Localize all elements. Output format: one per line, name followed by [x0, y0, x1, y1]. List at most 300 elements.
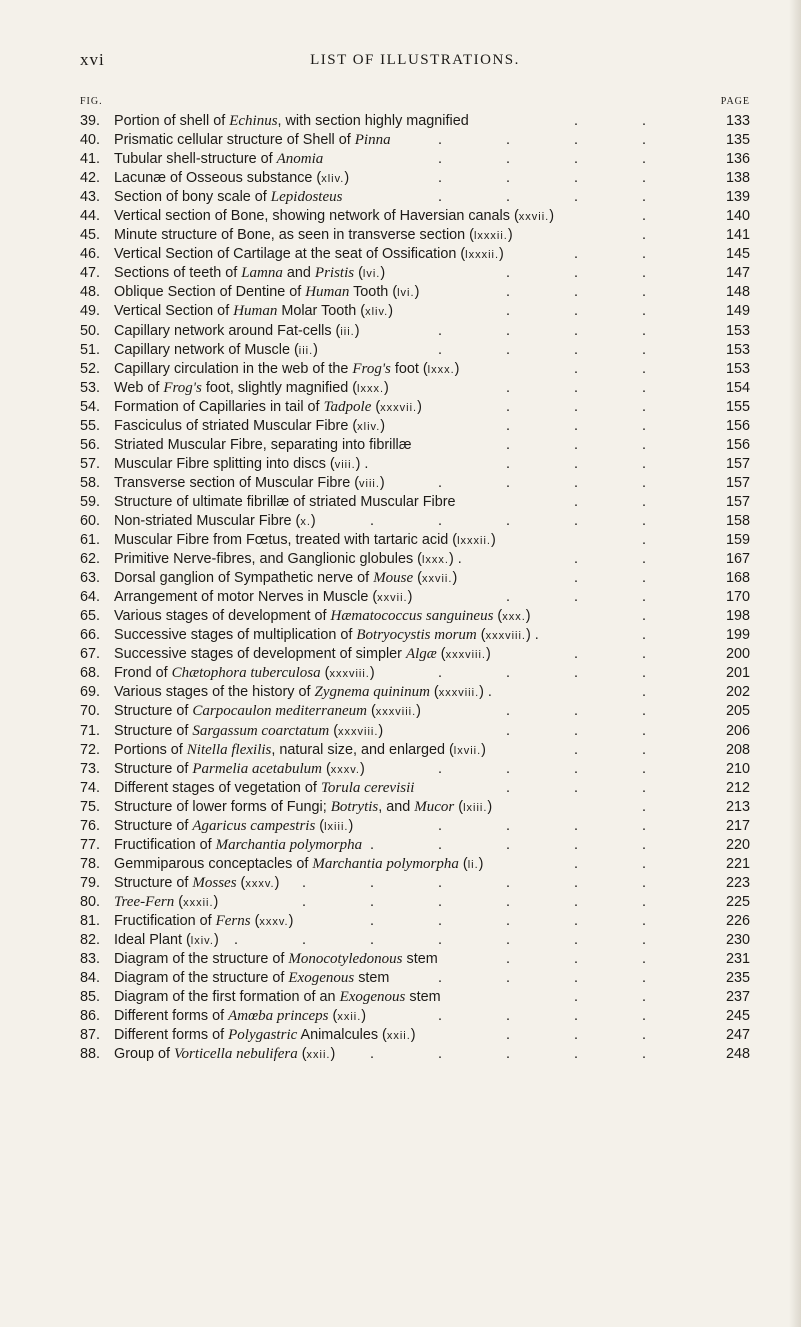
- caption-text: Muscular Fibre splitting into discs (: [114, 455, 335, 472]
- page-number: 157: [725, 455, 750, 472]
- leader-dots: . . .: [506, 303, 676, 320]
- leader-dots: . . . . .: [370, 836, 676, 853]
- caption-italic: Echinus: [229, 113, 278, 129]
- list-item: [80, 474, 750, 493]
- caption-text: (: [354, 265, 363, 282]
- figure-caption: [114, 1007, 366, 1027]
- caption-italic: Tadpole: [323, 398, 372, 415]
- caption-text: (: [429, 684, 439, 701]
- figure-number: 61.: [80, 532, 101, 549]
- figure-caption: [114, 150, 323, 169]
- page-number: 217: [725, 817, 750, 834]
- page-number: 153: [725, 341, 750, 358]
- caption-text: ): [213, 893, 219, 910]
- leader-dots: . . . .: [438, 341, 676, 358]
- list-item: [80, 855, 750, 874]
- caption-text: ) .: [479, 684, 492, 701]
- leader-dots: . . .: [506, 398, 676, 415]
- page-number: 156: [725, 436, 750, 453]
- plate-reference: xliv.: [357, 420, 381, 433]
- figure-number: 66.: [80, 627, 101, 644]
- figure-caption: [114, 512, 316, 532]
- list-item: [80, 493, 750, 512]
- list-item: [80, 322, 750, 341]
- figure-number: 70.: [80, 703, 101, 720]
- figure-caption: [114, 626, 539, 646]
- caption-text: ): [380, 417, 386, 434]
- caption-text: Structure of: [114, 874, 193, 891]
- figure-number: 73.: [80, 760, 101, 777]
- figure-caption: [114, 379, 389, 399]
- figure-number: 71.: [80, 722, 101, 739]
- caption-text: Vertical Section of Cartilage at the seat of Ossification (: [114, 246, 466, 263]
- figure-number: 42.: [80, 170, 101, 187]
- list-item: [80, 131, 750, 150]
- caption-text: stem: [405, 989, 441, 1006]
- column-headers: [80, 96, 750, 112]
- leader-dots: . . .: [506, 722, 676, 739]
- caption-text: (: [315, 817, 325, 834]
- caption-text: Group of: [114, 1046, 174, 1063]
- caption-text: ): [361, 1008, 367, 1025]
- figure-number: 40.: [80, 132, 101, 149]
- plate-reference: xxii.: [337, 1011, 362, 1024]
- figure-number: 58.: [80, 474, 101, 491]
- leader-dots: . . . .: [438, 170, 676, 187]
- page-number: 159: [725, 532, 750, 549]
- caption-text: ): [417, 398, 422, 415]
- caption-text: Formation of Capillaries in tail of: [114, 398, 324, 415]
- figure-number: 76.: [80, 817, 101, 834]
- page-number: 167: [725, 551, 750, 568]
- plate-reference: xxxviii.: [438, 687, 480, 700]
- figure-number: 59.: [80, 493, 101, 510]
- list-item: [80, 455, 750, 474]
- caption-italic: Algæ: [405, 646, 437, 663]
- leader-dots: . . .: [506, 703, 676, 720]
- caption-text: Portion of shell of: [114, 113, 230, 129]
- figure-number: 48.: [80, 284, 101, 301]
- caption-italic: Lepidosteus: [270, 189, 343, 206]
- list-item: [80, 398, 750, 417]
- page-number: 198: [725, 608, 750, 625]
- page-number: 230: [725, 932, 750, 949]
- figure-caption: [114, 722, 383, 742]
- figure-caption: [114, 569, 457, 589]
- list-item: [80, 836, 750, 855]
- leader-dots: . .: [574, 646, 676, 663]
- caption-text: (: [174, 893, 184, 910]
- page-number: 157: [725, 474, 750, 491]
- caption-text: Diagram of the structure of: [114, 970, 289, 987]
- plate-reference: viii.: [359, 477, 380, 490]
- figure-caption: [114, 912, 293, 932]
- figure-caption: [114, 1026, 416, 1046]
- figure-number: 79.: [80, 874, 101, 891]
- figure-caption: [114, 950, 438, 969]
- figure-number: 52.: [80, 360, 101, 377]
- caption-text: (: [366, 703, 376, 720]
- plate-reference: viii.: [334, 458, 356, 471]
- leader-dots: . . .: [506, 417, 676, 434]
- figure-number: 56.: [80, 436, 101, 453]
- page-number: 226: [725, 912, 750, 929]
- caption-text: Structure of lower forms of Fungi;: [114, 798, 331, 815]
- caption-text: Capillary network around Fat-cells (: [114, 322, 341, 339]
- caption-text: ): [485, 646, 491, 663]
- figure-number: 81.: [80, 912, 101, 929]
- page-number: 213: [725, 798, 750, 815]
- caption-text: (: [413, 570, 422, 587]
- caption-text: Section of bony scale of: [114, 189, 271, 206]
- caption-text: Structure of: [114, 760, 193, 777]
- caption-text: Capillary network of Muscle (: [114, 341, 299, 358]
- page-number: 138: [725, 170, 750, 187]
- illustrations-list: [80, 112, 750, 1064]
- figure-number: 72.: [80, 741, 101, 758]
- list-item: [80, 702, 750, 721]
- page-number: 135: [725, 132, 750, 149]
- figure-caption: [114, 702, 421, 722]
- figure-number: 77.: [80, 836, 101, 853]
- figure-caption: [114, 645, 491, 665]
- list-item: [80, 417, 750, 436]
- page-number: 149: [725, 303, 750, 320]
- caption-text: Gemmiparous conceptacles of: [114, 855, 313, 872]
- caption-italic: Monocotyledonous: [288, 951, 403, 968]
- list-item: [80, 436, 750, 455]
- caption-text: ): [378, 722, 384, 739]
- caption-text: Web of: [114, 379, 164, 396]
- list-item: [80, 169, 750, 188]
- plate-reference: xxxviii.: [445, 649, 486, 662]
- leader-dots: . . .: [506, 1027, 676, 1044]
- list-item: [80, 626, 750, 645]
- leader-dots: .: [642, 798, 676, 815]
- figure-number: 46.: [80, 246, 101, 263]
- plate-reference: xxvii.: [421, 573, 453, 586]
- caption-text: Striated Muscular Fibre, separating into fibrillæ: [114, 436, 412, 453]
- figure-caption: [114, 836, 362, 855]
- caption-text: ) .: [525, 627, 539, 644]
- caption-text: and: [282, 265, 315, 282]
- caption-text: Different forms of: [114, 1008, 229, 1025]
- list-item: [80, 188, 750, 207]
- caption-italic: Polygastric: [228, 1027, 298, 1044]
- figure-number: 68.: [80, 665, 101, 682]
- page-number: 206: [725, 722, 750, 739]
- caption-text: ): [407, 589, 413, 606]
- figure-caption: [114, 969, 389, 988]
- caption-text: Tooth (: [349, 284, 398, 301]
- caption-italic: Exogenous: [288, 970, 355, 987]
- plate-reference: lxxx.: [427, 363, 455, 376]
- caption-text: (: [250, 912, 260, 929]
- caption-text: foot (: [390, 360, 428, 377]
- leader-dots: . . . . . . .: [234, 932, 676, 949]
- caption-text: , and: [378, 798, 415, 815]
- plate-reference: xxxviii.: [329, 668, 370, 681]
- figure-caption: [114, 188, 342, 207]
- caption-text: (: [297, 1046, 307, 1063]
- leader-dots: . . .: [506, 779, 676, 796]
- caption-text: , with section highly magnified: [277, 113, 469, 129]
- caption-text: Successive stages of development of simpler: [114, 646, 406, 663]
- caption-text: Arrangement of motor Nerves in Muscle (: [114, 589, 378, 606]
- leader-dots: . . . .: [438, 189, 676, 206]
- caption-italic: Botrytis: [330, 798, 379, 815]
- leader-dots: . . . .: [438, 1008, 676, 1025]
- caption-italic: Exogenous: [339, 989, 406, 1006]
- page-number: 136: [725, 151, 750, 168]
- caption-text: ): [313, 341, 318, 358]
- figure-number: 57.: [80, 455, 101, 472]
- caption-text: Portions of: [114, 741, 187, 758]
- figure-number: 74.: [80, 779, 101, 796]
- page-folio: xvi: [80, 50, 105, 69]
- figure-number: 65.: [80, 608, 101, 625]
- caption-italic: Parmelia acetabulum: [192, 760, 322, 777]
- caption-italic: Chætophora tuberculosa: [171, 665, 321, 682]
- caption-text: ): [344, 170, 350, 187]
- leader-dots: . .: [574, 741, 676, 758]
- caption-text: stem: [354, 970, 390, 987]
- list-item: [80, 722, 750, 741]
- caption-text: Structure of ultimate fibrillæ of striated Muscular Fibre: [114, 493, 456, 510]
- plate-reference: x.: [300, 515, 311, 528]
- caption-text: Different stages of vegetation of: [114, 779, 321, 796]
- page-number: 223: [725, 874, 750, 891]
- caption-text: (: [454, 798, 464, 815]
- caption-text: ): [499, 246, 504, 263]
- list-item: [80, 112, 750, 131]
- caption-text: Non-striated Muscular Fibre (: [114, 512, 301, 529]
- plate-reference: li.: [467, 858, 479, 871]
- caption-text: (: [320, 665, 330, 682]
- figure-caption: [114, 550, 462, 570]
- list-item: [80, 341, 750, 360]
- leader-dots: . . .: [506, 379, 676, 396]
- leader-dots: .: [642, 208, 676, 225]
- plate-reference: xxvii.: [377, 592, 408, 605]
- plate-reference: lxxx.: [421, 554, 449, 567]
- caption-italic: Zygnema quininum: [314, 684, 430, 701]
- figure-caption: [114, 455, 368, 475]
- plate-reference: lxxx.: [357, 382, 384, 395]
- caption-italic: Torula cerevisii: [320, 779, 415, 796]
- figure-caption: [114, 893, 218, 913]
- leader-dots: .: [642, 532, 676, 549]
- caption-italic: Tree-Fern: [114, 893, 175, 910]
- caption-italic: Frog's: [352, 360, 391, 377]
- caption-text: ): [288, 912, 294, 929]
- caption-text: Structure of: [114, 817, 193, 834]
- caption-text: Various stages of the history of: [114, 684, 315, 701]
- caption-text: ): [380, 265, 386, 282]
- figure-number: 87.: [80, 1027, 101, 1044]
- leader-dots: . . . . . .: [302, 874, 676, 891]
- figure-number: 82.: [80, 932, 101, 949]
- caption-text: ): [549, 208, 554, 225]
- page-column-header: PAGE: [720, 96, 750, 107]
- plate-reference: xliv.: [365, 306, 389, 319]
- caption-text: ) .: [355, 455, 369, 472]
- caption-text: Animalcules (: [297, 1027, 387, 1044]
- figure-caption: [114, 226, 513, 246]
- leader-dots: . . . .: [438, 665, 676, 682]
- caption-text: Successive stages of multiplication of: [114, 627, 357, 644]
- page-number: 212: [725, 779, 750, 796]
- running-title: LIST OF ILLUSTRATIONS.: [310, 52, 520, 68]
- list-item: [80, 683, 750, 702]
- figure-number: 86.: [80, 1008, 101, 1025]
- list-item: [80, 550, 750, 569]
- caption-text: Fasciculus of striated Muscular Fibre (: [114, 417, 358, 434]
- plate-reference: xxxvii.: [380, 401, 418, 414]
- plate-reference: xxxv.: [330, 763, 360, 776]
- figure-number: 39.: [80, 113, 101, 129]
- caption-text: ): [452, 570, 458, 587]
- caption-text: Frond of: [114, 665, 172, 682]
- leader-dots: . . . .: [438, 132, 676, 149]
- caption-italic: Marchantia polymorpha: [215, 836, 363, 853]
- caption-text: ): [360, 760, 365, 777]
- figure-caption: [114, 131, 391, 150]
- caption-text: Fructification of: [114, 912, 216, 929]
- caption-text: (: [328, 1008, 338, 1025]
- list-item: [80, 588, 750, 607]
- plate-reference: xxxii.: [183, 896, 214, 909]
- leader-dots: . . .: [506, 589, 676, 606]
- leader-dots: . . . . .: [370, 512, 676, 529]
- plate-reference: xxii.: [306, 1049, 331, 1062]
- fig-column-header: FIG.: [80, 96, 103, 107]
- caption-text: ): [487, 798, 493, 815]
- caption-text: ): [213, 932, 219, 949]
- figure-number: 55.: [80, 417, 101, 434]
- caption-italic: Pinna: [354, 132, 391, 149]
- figure-caption: [114, 988, 441, 1007]
- page-number: 202: [725, 684, 750, 701]
- figure-number: 85.: [80, 989, 101, 1006]
- caption-italic: Anomia: [276, 151, 324, 168]
- caption-text: ): [369, 665, 375, 682]
- plate-reference: lxxxii.: [457, 535, 491, 548]
- caption-text: (: [493, 608, 503, 625]
- figure-number: 49.: [80, 303, 101, 320]
- list-item: [80, 817, 750, 836]
- figure-number: 54.: [80, 398, 101, 415]
- page-number: 133: [725, 113, 750, 129]
- page-edge-shadow: [789, 0, 801, 1327]
- caption-text: Diagram of the first formation of an: [114, 989, 340, 1006]
- figure-caption: [114, 360, 459, 380]
- figure-number: 43.: [80, 189, 101, 206]
- caption-text: ): [274, 874, 280, 891]
- list-item: [80, 150, 750, 169]
- caption-text: (: [436, 646, 446, 663]
- leader-dots: . . . .: [438, 970, 676, 987]
- page-number: 147: [725, 265, 750, 282]
- figure-caption: [114, 874, 279, 894]
- leader-dots: . . . . .: [370, 1046, 676, 1063]
- caption-text: Capillary circulation in the web of the: [114, 360, 353, 377]
- caption-text: ): [507, 227, 513, 244]
- caption-text: Various stages of development of: [114, 608, 331, 625]
- caption-text: (: [476, 627, 486, 644]
- page-number: 155: [725, 398, 750, 415]
- leader-dots: . .: [574, 551, 676, 568]
- figure-caption: [114, 798, 492, 818]
- plate-reference: xxxv.: [259, 915, 289, 928]
- figure-caption: [114, 931, 219, 951]
- list-item: [80, 1007, 750, 1026]
- caption-text: Primitive Nerve-fibres, and Ganglionic globules (: [114, 551, 422, 568]
- figure-number: 51.: [80, 341, 101, 358]
- figure-caption: [114, 283, 419, 303]
- caption-italic: Sargassum coarctatum: [192, 722, 330, 739]
- figure-caption: [114, 207, 554, 227]
- plate-reference: xxxviii.: [338, 725, 379, 738]
- caption-text: ): [478, 855, 484, 872]
- page-number: 231: [725, 951, 750, 968]
- figure-caption: [114, 683, 492, 703]
- caption-italic: Mosses: [192, 874, 237, 891]
- caption-text: (: [236, 874, 246, 891]
- caption-text: ): [525, 608, 531, 625]
- figure-caption: [114, 664, 375, 684]
- figure-number: 53.: [80, 379, 101, 396]
- list-item: [80, 664, 750, 683]
- plate-reference: lxiii.: [324, 820, 349, 833]
- figure-number: 64.: [80, 589, 101, 606]
- page-number: 210: [725, 760, 750, 777]
- list-item: [80, 1026, 750, 1045]
- figure-number: 80.: [80, 893, 101, 910]
- leader-dots: . .: [574, 246, 676, 263]
- plate-reference: iii.: [340, 325, 355, 338]
- figure-number: 84.: [80, 970, 101, 987]
- figure-number: 44.: [80, 208, 101, 225]
- plate-reference: iii.: [298, 344, 314, 357]
- figure-number: 78.: [80, 855, 101, 872]
- caption-text: Vertical section of Bone, showing network of Haversian canals (: [114, 208, 519, 225]
- list-item: [80, 531, 750, 550]
- list-item: [80, 798, 750, 817]
- caption-text: Ideal Plant (: [114, 932, 191, 949]
- caption-text: ): [354, 322, 360, 339]
- leader-dots: . .: [574, 360, 676, 377]
- plate-reference: xxii.: [386, 1030, 411, 1043]
- figure-number: 47.: [80, 265, 101, 282]
- plate-reference: xliv.: [321, 173, 345, 186]
- list-item: [80, 1045, 750, 1064]
- leader-dots: . . .: [506, 951, 676, 968]
- plate-reference: xxxv.: [245, 877, 275, 890]
- caption-text: ): [330, 1046, 336, 1063]
- caption-text: foot, slightly magnified (: [201, 379, 357, 396]
- caption-italic: Hæmatococcus sanguineus: [330, 608, 494, 625]
- figure-number: 62.: [80, 551, 101, 568]
- caption-text: Muscular Fibre from Fœtus, treated with tartaric acid (: [114, 532, 458, 549]
- figure-caption: [114, 112, 469, 131]
- caption-text: ): [490, 532, 496, 549]
- figure-caption: [114, 302, 393, 322]
- caption-text: ): [414, 284, 420, 301]
- figure-caption: [114, 855, 483, 875]
- page-number: 245: [725, 1008, 750, 1025]
- page-number: 145: [725, 246, 750, 263]
